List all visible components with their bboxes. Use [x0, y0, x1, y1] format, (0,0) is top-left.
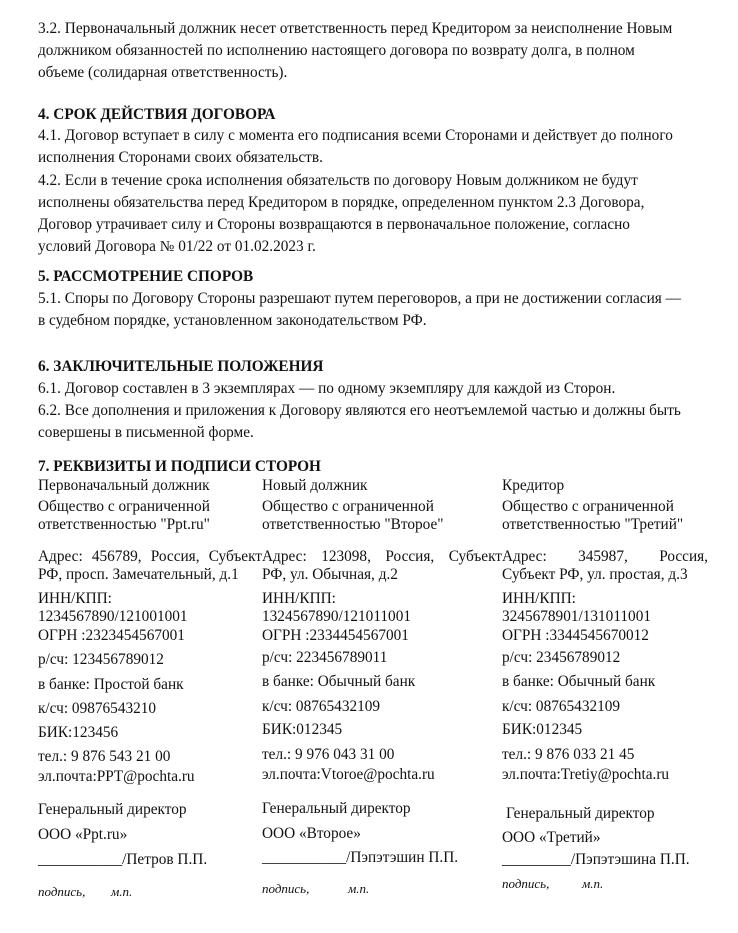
- party-email: эл.почта:PPT@pochta.ru: [38, 768, 195, 785]
- party-bik: БИК:012345: [262, 721, 343, 738]
- party-address-line: РФ, ул. Обычная, д.2: [262, 566, 398, 583]
- party-inn-value: 1324567890/121011001: [262, 608, 412, 625]
- section-5-title: 5. РАССМОТРЕНИЕ СПОРОВ: [38, 268, 254, 285]
- party-email: эл.почта:Tretiy@pochta.ru: [502, 766, 670, 783]
- party-ogrn: ОГРН :2323454567001: [38, 627, 185, 644]
- party-signature-line: _________/Пэпэтэшина П.П.: [502, 851, 690, 868]
- party-signature-line: ___________/Пэпэтэшин П.П.: [262, 849, 459, 866]
- section-7-title: 7. РЕКВИЗИТЫ И ПОДПИСИ СТОРОН: [38, 458, 321, 475]
- clause-4-2-line: исполнены обязательства перед Кредитором в порядке, определенном пунктом 2.3 Договора,: [38, 194, 645, 211]
- party-inn-value: 1234567890/121001001: [38, 608, 188, 625]
- party-address-line: Адрес: 123098, Россия, Субъект: [262, 548, 502, 565]
- party-phone: тел.: 9 876 543 21 00: [38, 748, 171, 765]
- party-role: Первоначальный должник: [38, 477, 210, 494]
- clause-4-2-line: Договор утрачивает силу и Стороны возвращаются в первоначальное положение, согласно: [38, 216, 630, 233]
- party-org-line: Общество с ограниченной: [262, 498, 434, 515]
- party-bik: БИК:123456: [38, 724, 119, 741]
- party-signature-line: ___________/Петров П.П.: [38, 851, 208, 868]
- party-phone: тел.: 9 976 043 31 00: [262, 746, 395, 763]
- clause-3-2-line: объеме (солидарная ответственность).: [38, 64, 288, 81]
- clause-3-2-line: 3.2. Первоначальный должник несет ответственность перед Кредитором за неисполнение Новым: [38, 20, 673, 37]
- party-position: Генеральный директор: [38, 801, 187, 818]
- party-account: р/сч: 223456789011: [262, 649, 388, 666]
- party-inn-label: ИНН/КПП:: [502, 590, 576, 607]
- clause-4-1-line: 4.1. Договор вступает в силу с момента его подписания всеми Сторонами и действует до полного: [38, 127, 673, 144]
- clause-3-2-line: должником обязанностей по исполнению настоящего договора по возврату долга, в полном: [38, 42, 635, 59]
- party-email: эл.почта:Vtoroe@pochta.ru: [262, 766, 435, 783]
- party-company: ООО «Ppt.ru»: [38, 826, 128, 843]
- party-sign-label: подпись,: [502, 876, 550, 891]
- party-position: Генеральный директор: [262, 800, 411, 817]
- party-inn-label: ИНН/КПП:: [262, 590, 336, 607]
- party-sign-label: подпись,: [262, 881, 310, 896]
- party-address-line: РФ, просп. Замечательный, д.1: [38, 566, 239, 583]
- party-bank: в банке: Обычный банк: [262, 673, 416, 690]
- party-address-line: Адрес: 456789, Россия, Субъект: [38, 548, 262, 565]
- party-corr-account: к/сч: 08765432109: [502, 698, 621, 715]
- party-corr-account: к/сч: 09876543210: [38, 700, 157, 717]
- party-position: Генеральный директор: [506, 805, 655, 822]
- party-phone: тел.: 9 876 033 21 45: [502, 746, 635, 763]
- party-corr-account: к/сч: 08765432109: [262, 698, 381, 715]
- party-account: р/сч: 23456789012: [502, 649, 621, 666]
- party-org-line: ответственностью "Ppt.ru": [38, 516, 210, 533]
- party-account: р/сч: 123456789012: [38, 651, 164, 668]
- party-company: ООО «Второе»: [262, 825, 361, 842]
- party-inn-value: 3245678901/131011001: [502, 608, 652, 625]
- party-ogrn: ОГРН :3344545670012: [502, 627, 649, 644]
- party-bik: БИК:012345: [502, 721, 583, 738]
- clause-6-2-line: совершены в письменной форме.: [38, 424, 254, 441]
- party-seal-label: м.п.: [582, 876, 604, 891]
- clause-5-1-line: в судебном порядке, установленном законодательством РФ.: [38, 312, 427, 329]
- party-seal-label: м.п.: [111, 884, 133, 899]
- party-org-line: ответственностью "Второе": [262, 516, 444, 533]
- party-ogrn: ОГРН :2334454567001: [262, 627, 409, 644]
- party-bank: в банке: Простой банк: [38, 676, 184, 693]
- party-company: ООО «Третий»: [502, 829, 601, 846]
- party-role: Новый должник: [262, 477, 368, 494]
- party-org-line: Общество с ограниченной: [502, 498, 674, 515]
- clause-4-1-line: исполнения Сторонами своих обязательств.: [38, 149, 323, 166]
- party-seal-label: м.п.: [348, 881, 370, 896]
- party-org-line: ответственностью "Третий": [502, 516, 684, 533]
- party-inn-label: ИНН/КПП:: [38, 590, 112, 607]
- clause-6-1: 6.1. Договор составлен в 3 экземплярах — по одному экземпляру для каждой из Сторон.: [38, 380, 616, 397]
- party-role: Кредитор: [502, 477, 565, 494]
- party-sign-label: подпись,: [38, 884, 86, 899]
- clause-4-2-line: 4.2. Если в течение срока исполнения обязательств по договору Новым должником не будут: [38, 172, 638, 189]
- party-address-line: Субъект РФ, ул. простая, д.3: [502, 566, 688, 583]
- clause-6-2-line: 6.2. Все дополнения и приложения к Договору являются его неотъемлемой частью и должны быть: [38, 402, 681, 419]
- party-address-line: Адрес: 345987, Россия,: [502, 548, 708, 565]
- party-org-line: Общество с ограниченной: [38, 498, 210, 515]
- party-bank: в банке: Обычный банк: [502, 673, 656, 690]
- section-6-title: 6. ЗАКЛЮЧИТЕЛЬНЫЕ ПОЛОЖЕНИЯ: [38, 358, 324, 375]
- clause-4-2-line: условий Договора № 01/22 от 01.02.2023 г.: [38, 238, 316, 255]
- section-4-title: 4. СРОК ДЕЙСТВИЯ ДОГОВОРА: [38, 106, 276, 123]
- clause-5-1-line: 5.1. Споры по Договору Стороны разрешают путем переговоров, а при не достижении согласия —: [38, 290, 681, 307]
